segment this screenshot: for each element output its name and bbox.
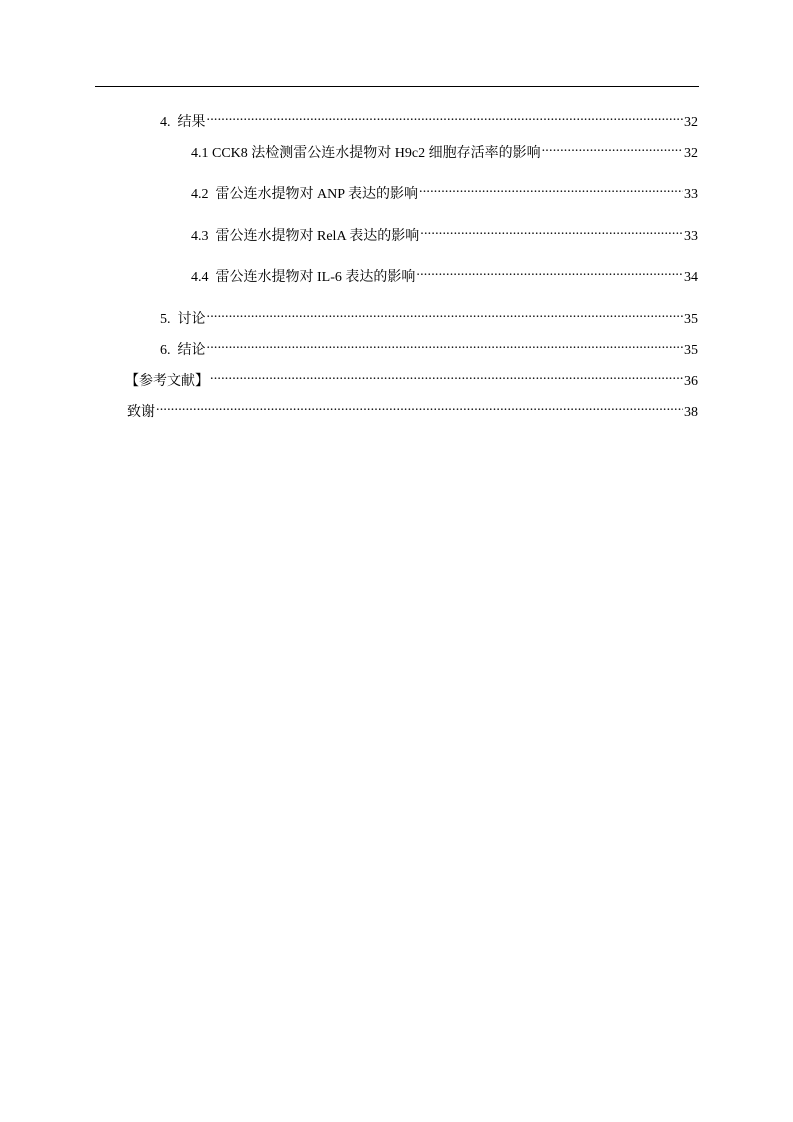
toc-entry-results[interactable]: [160, 108, 698, 130]
toc-dot-leader: [416, 263, 683, 281]
toc-entry-label: 5. 讨论: [160, 312, 206, 327]
toc-entry-discussion[interactable]: [160, 305, 698, 327]
toc-entry-4-3[interactable]: [191, 222, 698, 244]
toc-entry-label: 4.4 雷公连水提物对 IL-6 表达的影响: [191, 270, 416, 285]
toc-entry-references[interactable]: [125, 367, 698, 389]
toc-dot-leader: [419, 180, 683, 198]
toc-entry-page: 38: [684, 405, 698, 420]
toc-entry-page: 32: [684, 146, 698, 161]
toc-entry-conclusion[interactable]: [160, 336, 698, 358]
toc-entry-acknowledgements[interactable]: [127, 398, 698, 420]
toc-entry-page: 35: [684, 343, 698, 358]
toc-dot-leader: [207, 305, 684, 323]
toc-entry-label: 4.2 雷公连水提物对 ANP 表达的影响: [191, 187, 418, 202]
toc-dot-leader: [207, 108, 684, 126]
toc-entry-4-1[interactable]: [191, 139, 698, 161]
toc-dot-leader: [420, 222, 683, 240]
toc-entry-page: 33: [684, 187, 698, 202]
toc-dot-leader: [542, 139, 683, 157]
toc-entry-page: 36: [684, 374, 698, 389]
toc-entry-label: 6. 结论: [160, 343, 206, 358]
toc-entry-4-4[interactable]: [191, 263, 698, 285]
toc-entry-page: 35: [684, 312, 698, 327]
toc-entry-page: 33: [684, 229, 698, 244]
toc-entry-label: 4. 结果: [160, 115, 206, 130]
toc-entry-4-2[interactable]: [191, 180, 698, 202]
toc-dot-leader: [210, 367, 683, 385]
toc-entry-label: 【参考文献】: [125, 374, 209, 389]
toc-entry-label: 致谢: [127, 405, 155, 420]
toc-dot-leader: [207, 336, 684, 354]
toc-entry-label: 4.3 雷公连水提物对 RelA 表达的影响: [191, 229, 420, 244]
toc-dot-leader: [156, 398, 683, 416]
toc-entry-page: 34: [684, 270, 698, 285]
toc-entry-label: 4.1 CCK8 法检测雷公连水提物对 H9c2 细胞存活率的影响: [191, 146, 541, 161]
toc-entry-page: 32: [684, 115, 698, 130]
